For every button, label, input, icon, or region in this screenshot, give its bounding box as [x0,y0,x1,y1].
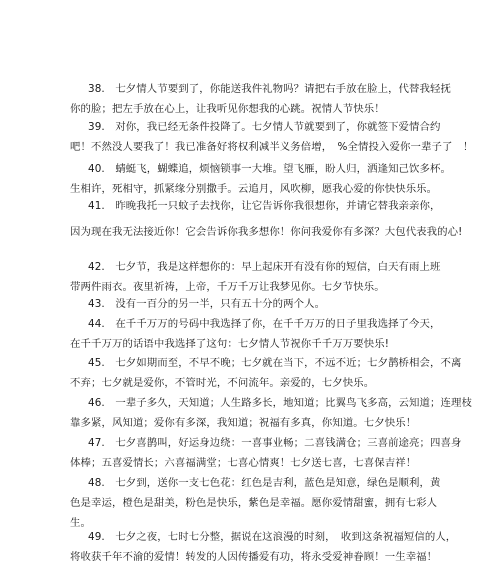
paragraph-line: 41. 昨晚我托一只蚊子去找你，让它告诉你我很想你，并请它替我亲亲你， [88,200,441,212]
paragraph-line: 45. 七夕如期而至，不早不晚；七夕就在当下，不远不近；七夕鹊桥相会，不离 [88,357,462,369]
paragraph-line: 46. 一辈子多久，天知道；人生路多长，地知道；比翼鸟飞多高，云知道；连理枝 [88,397,472,409]
paragraph-line: 40. 蜻蜓飞，蝴蝶追，烦恼锁事一大堆。望飞雁，盼人归，洒逢知己饮多杯。 [88,163,452,175]
paragraph-line: 色是幸运，橙色是甜美，粉色是快乐，紫色是幸福。愿你爱情甜蜜，拥有七彩人 [70,497,438,509]
paragraph-45 [70,354,462,392]
paragraph-line: 47. 七夕喜鹊叫，好运身边绕：一喜事业畅；二喜钱满仓；三喜前途亮；四喜身 [88,437,462,449]
paragraph-line: 因为现在我无法接近你！它会告诉你我多想你！你问我爱你有多深？大包代表我的心! [70,226,463,238]
paragraph-49 [70,528,457,566]
paragraph-line: 48. 七夕到，送你一支七色花：红色是吉利，蓝色是知意，绿色是顺利，黄 [88,477,441,489]
paragraph-46 [70,394,472,432]
paragraph-47 [70,434,462,472]
paragraph-line: 43. 没有一百分的另一半，只有五十分的两个人。 [88,298,326,310]
paragraph-43 [70,295,432,313]
paragraph-line: 49. 七夕之夜，七时七分整，据说在这浪漫的时刻， 收到这条祝福短信的人， [88,531,457,543]
paragraph-38 [70,80,452,118]
paragraph-44 [70,315,441,353]
paragraph-line: 生。 [70,517,91,529]
paragraph-41 [70,197,463,241]
paragraph-line: 在千千万万的话语中我选择了这句：七夕情人节祝你千千万万要快乐! [70,338,389,350]
paragraph-line: 39. 对你，我已经无条件投降了。七夕情人节就要到了，你就签下爱情合约 [88,121,441,133]
paragraph-39 [70,118,474,156]
paragraph-line: 你的脸；把左手放在心上，让我听见你想我的心跳。祝情人节快乐！ [70,103,385,115]
paragraph-42 [70,258,441,296]
paragraph-line: 带两件雨衣。夜里祈祷，上帝，千万千万让我梦见你。七夕节快乐。 [70,281,385,293]
paragraph-40 [70,160,452,198]
paragraph-line: 将收获千年不渝的爱情！转发的人因传播爱有功，将永受爱神眷顾！一生幸福！ [70,551,438,563]
paragraph-48 [70,474,441,532]
paragraph-line: 44. 在千千万万的号码中我选择了你，在千千万万的日子里我选择了今天， [88,318,441,330]
paragraph-line: 靠多紧，风知道；爱你有多深，我知道；祝福有多真，你知道。七夕快乐！ [70,417,417,429]
paragraph-line: 生相许，死相守，抓紧缘分别撒手。云追月，风吹柳，愿我心爱的你快快乐乐。 [70,183,438,195]
paragraph-line: 42. 七夕节，我是这样想你的：早上起床开有没有你的短信，白天有雨上班 [88,261,441,273]
paragraph-line: 吧！不然没人要我了！我已准备好将权利减半义务倍增， %全情投入爱你一辈子了 ！ [70,141,474,153]
paragraph-line: 38. 七夕情人节要到了，你能送我件礼物吗？请把右手放在脸上，代替我轻抚 [88,83,452,95]
paragraph-line: 体棒；五喜爱情长；六喜福满堂；七喜心情爽！七夕送七喜，七喜保吉祥！ [70,457,417,469]
paragraph-line: 不弃；七夕就是爱你，不管时光，不问流年。亲爱的，七夕快乐。 [70,377,375,389]
